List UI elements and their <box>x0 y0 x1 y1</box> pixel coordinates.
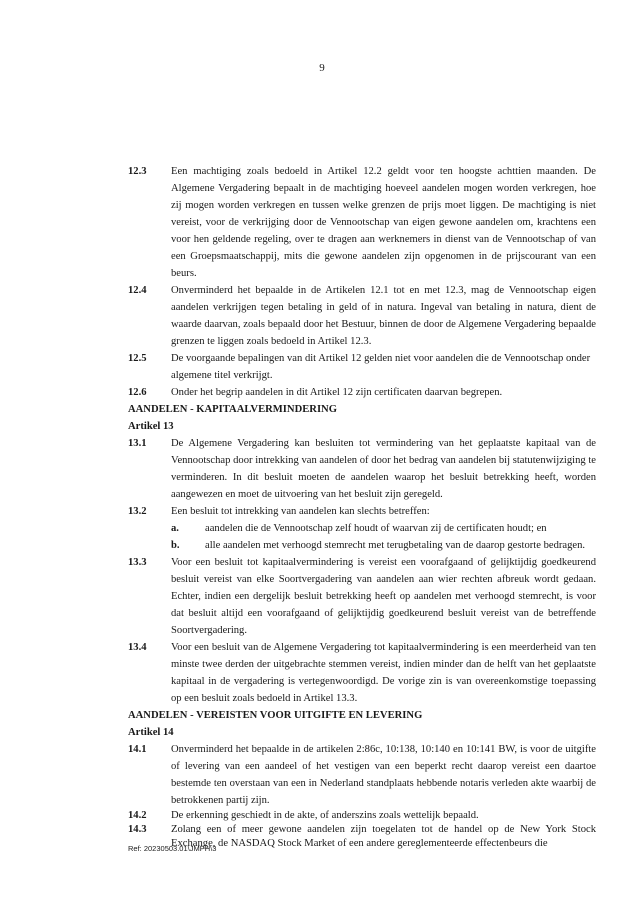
clause-text: De erkenning geschiedt in de akte, of anderszins zoals wettelijk bepaald. <box>171 810 479 821</box>
clause-text: Onverminderd het bepaalde in de artikelen 2:86c, 10:138, 10:140 en 10:141 BW, is voor de uitgifte of levering van een aandeel of het vestigen van een beperkt recht daarop vereist een daartoe bestemde ten overstaan van een in Nederland standplaats hebbende notaris verleden akte waarbij de betrokkenen partij zijn. <box>171 744 596 806</box>
clause-number: 12.6 <box>128 387 147 398</box>
article-13-title: Artikel 13 <box>128 421 174 432</box>
footer-reference: Ref: 20230503.01\JMPH\3 <box>128 844 217 853</box>
clause-text: Een machtiging zoals bedoeld in Artikel 12.2 geldt voor ten hoogste achttien maanden. De Algemene Vergadering bepaalt in de machtiging hoeveel aandelen mogen worden verkregen, hoe zij mogen worden verkregen en tussen welke grenzen de prijs moet liggen. De machtiging is niet vereist, voor de verkrijging door de Vennootschap van eigen gewone aandelen om, krachtens een voor hen geldende regeling, over te dragen aan werknemers in dienst van de Vennootschap of van een Groepsmaatschappij, mits die gewone aandelen zijn opgenomen in de prijscourant van een beurs. <box>171 166 596 279</box>
article-12-6 <box>128 384 596 401</box>
sub-item-a <box>171 520 596 537</box>
article-12-5 <box>128 350 596 384</box>
sub-item-text: aandelen die de Vennootschap zelf houdt of waarvan zij de certificaten houdt; en <box>205 523 547 534</box>
article-14-2 <box>128 809 596 823</box>
clause-number: 12.4 <box>128 285 147 296</box>
clause-number: 13.2 <box>128 506 147 517</box>
section-heading-capital-reduction: AANDELEN - KAPITAALVERMINDERING <box>128 404 337 415</box>
clause-text: Voor een besluit tot kapitaalvermindering is vereist een voorafgaand of gelijktijdig goedkeurend besluit vereist van elke Soortvergadering van aandelen aan wier rechten afbreuk wordt gedaan. Echter, indien een dergelijk besluit betrekking heeft op aandelen met verhoogd stemrecht, is voor dat besluit altijd een voorafgaand of gelijktijdig goedkeurend besluit vereist van de betreffende Soortvergadering. <box>171 557 596 636</box>
clause-number: 12.3 <box>128 166 147 177</box>
clause-text: Een besluit tot intrekking van aandelen kan slechts betreffen: <box>171 506 430 517</box>
clause-number: 14.3 <box>128 824 147 835</box>
clause-number: 13.4 <box>128 642 147 653</box>
clause-text: De voorgaande bepalingen van dit Artikel 12 gelden niet voor aandelen die de Vennootschap onder algemene titel verkrijgt. <box>171 353 591 381</box>
article-13-3 <box>128 554 596 639</box>
clause-number: 12.5 <box>128 353 147 364</box>
section-heading-issue-requirements: AANDELEN - VEREISTEN VOOR UITGIFTE EN LEVERING <box>128 710 423 721</box>
clause-number: 14.2 <box>128 810 147 821</box>
article-14-1 <box>128 741 596 809</box>
clause-text: Onverminderd het bepaalde in de Artikelen 12.1 tot en met 12.3, mag de Vennootschap eigen aandelen verkrijgen tegen betaling in geld of in natura. Ingeval van betaling in natura, dient de waarde daarvan, zoals bepaald door het Bestuur, binnen de door de Algemene Vergadering bepaalde grenzen te liggen zoals bedoeld in Artikel 12.3. <box>171 285 596 347</box>
article-14-title: Artikel 14 <box>128 727 174 738</box>
article-12-3 <box>128 163 596 282</box>
sub-item-letter: b. <box>171 540 180 551</box>
clause-number: 13.1 <box>128 438 147 449</box>
document-body <box>128 163 596 851</box>
page-number: 9 <box>319 62 325 74</box>
article-13-2 <box>128 503 596 554</box>
clause-number: 14.1 <box>128 744 147 755</box>
sub-item-b <box>171 537 596 554</box>
clause-text: Onder het begrip aandelen in dit Artikel 12 zijn certificaten daarvan begrepen. <box>171 387 503 398</box>
sub-item-text: alle aandelen met verhoogd stemrecht met terugbetaling van de daarop gestorte bedragen. <box>205 540 586 551</box>
sub-item-letter: a. <box>171 523 179 534</box>
clause-number: 13.3 <box>128 557 147 568</box>
article-12-4 <box>128 282 596 350</box>
article-13-1 <box>128 435 596 503</box>
clause-text: De Algemene Vergadering kan besluiten tot vermindering van het geplaatste kapitaal van de Vennootschap door intrekking van aandelen of door het bedrag van aandelen bij statutenwijziging te verminderen. In dit besluit moeten de aandelen waarop het besluit betrekking heeft, worden aangewezen en moet de uitvoering van het besluit zijn geregeld. <box>171 438 596 500</box>
clause-text: Zolang een of meer gewone aandelen zijn toegelaten tot de handel op de New York Stock Exchange, de NASDAQ Stock Market of een andere gereglementeerde effectenbeurs die <box>171 824 596 849</box>
article-13-4 <box>128 639 596 707</box>
clause-text: Voor een besluit van de Algemene Vergadering tot kapitaalvermindering is een meerderheid van ten minste twee derden der uitgebrachte stemmen vereist, indien minder dan de helft van het geplaatste kapitaal in de vergadering is vertegenwoordigd. De vorige zin is van overeenkomstige toepassing op een besluit zoals bedoeld in Artikel 13.3. <box>171 642 596 704</box>
